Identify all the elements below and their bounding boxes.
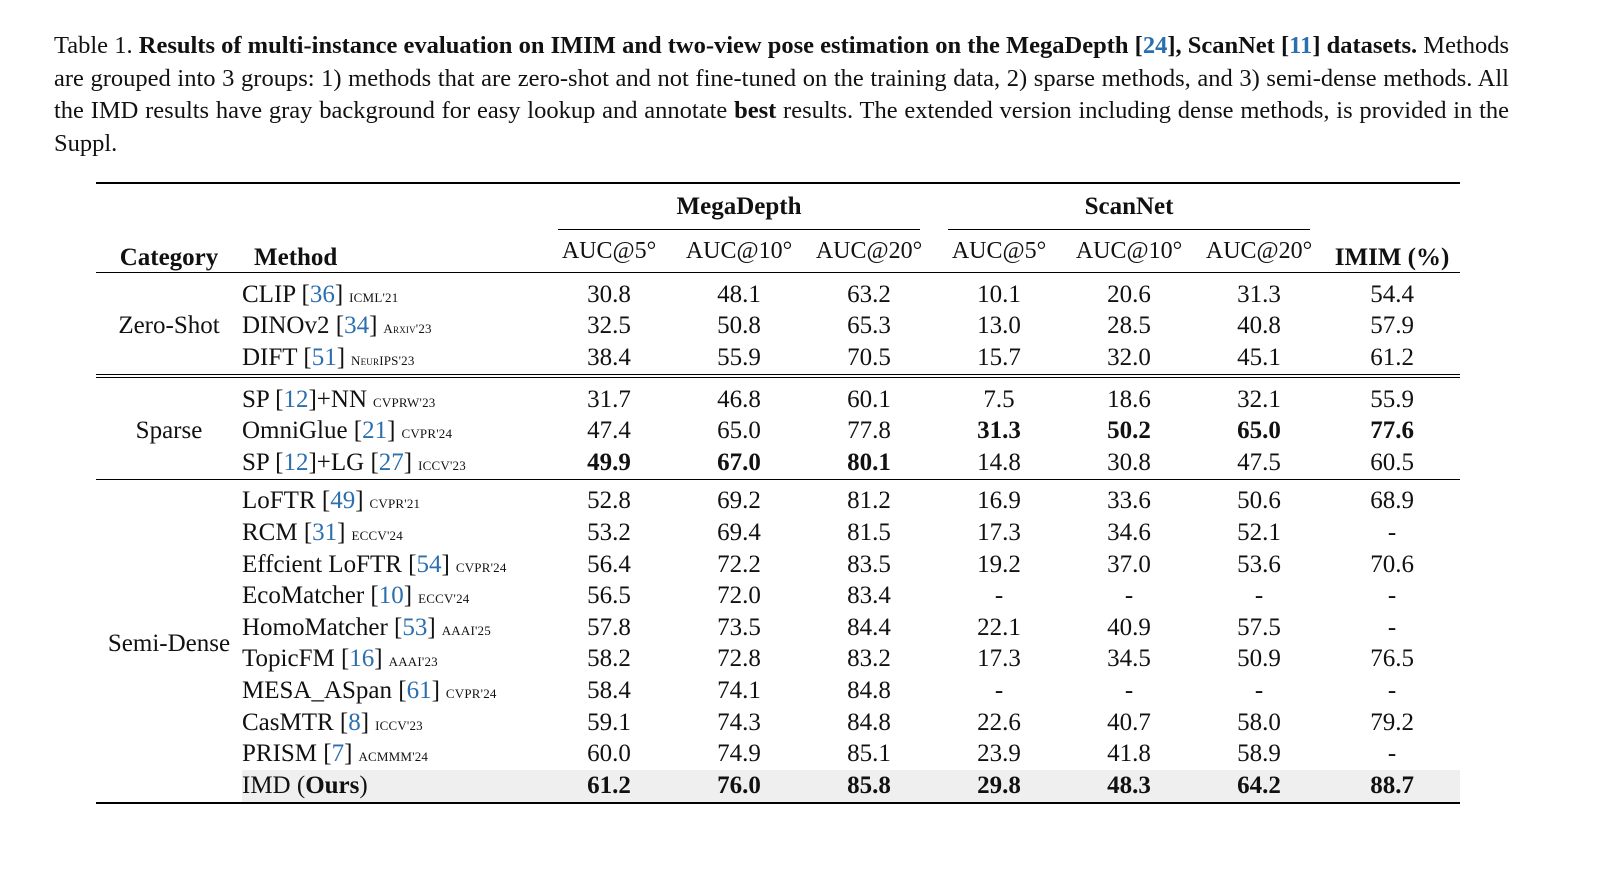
cite-link[interactable]: 53	[402, 613, 428, 641]
value-cell-md5: 59.1	[587, 708, 631, 736]
value-cell-sn10: 34.6	[1107, 518, 1151, 546]
value-cell-md5: 56.4	[587, 550, 631, 578]
header-md-auc20: AUC@20°	[815, 237, 923, 264]
value-cell-sn5: 31.3	[977, 417, 1021, 445]
value-cell-sn20: 58.9	[1237, 740, 1281, 768]
cite-link[interactable]: 31	[312, 518, 338, 546]
header-md-auc5: AUC@5°	[561, 237, 657, 264]
header-imim: IMIM (%)	[1324, 183, 1460, 273]
value-cell-md10: 72.8	[717, 645, 761, 673]
value-cell-imim: 79.2	[1370, 708, 1414, 736]
method-bracket: ]	[403, 582, 413, 610]
value-cell-imim: -	[1387, 613, 1397, 641]
value-cell-sn10: 20.6	[1107, 280, 1151, 308]
value-cell-md20: 65.3	[847, 312, 891, 340]
cite-link[interactable]: 16	[349, 645, 375, 673]
method-cell	[242, 549, 544, 581]
method-name: MESA_ASpan [	[242, 676, 407, 704]
cite-link[interactable]: 27	[378, 448, 404, 476]
value-cell-imim: -	[1387, 582, 1397, 610]
venue-label: ICCV'23	[418, 457, 466, 473]
method-cell	[242, 311, 544, 343]
table-row	[96, 580, 1460, 612]
value-cell-md5: 52.8	[587, 487, 631, 515]
value-cell-md10: 65.0	[717, 417, 761, 445]
value-cell-sn20: -	[1254, 676, 1264, 704]
method-cell	[242, 273, 544, 311]
value-cell-md10: 46.8	[717, 385, 761, 413]
venue-label: ECCV'24	[418, 591, 470, 607]
value-cell-md5: 38.4	[587, 343, 631, 371]
value-cell-imim: 55.9	[1370, 385, 1414, 413]
table-row	[96, 311, 1460, 343]
value-cell-sn5: 17.3	[977, 645, 1021, 673]
method-name: PRISM [	[242, 740, 332, 768]
value-cell-sn10: 40.7	[1107, 708, 1151, 736]
value-cell-md5: 58.2	[587, 645, 631, 673]
value-cell-sn20: 45.1	[1237, 343, 1281, 371]
table-row	[96, 738, 1460, 770]
value-cell-sn10: 33.6	[1107, 487, 1151, 515]
caption-label: Table 1.	[54, 32, 133, 59]
venue-label: CVPR'24	[455, 559, 507, 575]
value-cell-sn5: 14.8	[977, 448, 1021, 476]
method-name: IMD (	[242, 771, 306, 799]
value-cell-sn20: 50.9	[1237, 645, 1281, 673]
method-cell	[242, 738, 544, 770]
value-cell-sn20: 50.6	[1237, 487, 1281, 515]
value-cell-sn10: 30.8	[1107, 448, 1151, 476]
value-cell-md10: 48.1	[717, 280, 761, 308]
header-scannet: ScanNet	[934, 183, 1324, 230]
method-cell	[242, 612, 544, 644]
table-row	[96, 342, 1460, 376]
method-name: RCM [	[242, 518, 313, 546]
value-cell-md20: 80.1	[847, 448, 891, 476]
value-cell-md20: 81.5	[847, 518, 891, 546]
value-cell-sn5: -	[994, 676, 1004, 704]
venue-label: Arxiv'23	[383, 321, 432, 337]
value-cell-md20: 81.2	[847, 487, 891, 515]
method-bracket: ]	[403, 448, 413, 476]
value-cell-sn10: 32.0	[1107, 343, 1151, 371]
value-cell-sn20: 65.0	[1237, 417, 1281, 445]
value-cell-imim: 54.4	[1370, 280, 1414, 308]
value-cell-sn20: 64.2	[1194, 770, 1324, 803]
value-cell-md10: 55.9	[717, 343, 761, 371]
method-name: SP [	[242, 448, 284, 476]
ours-label: Ours	[305, 771, 360, 799]
value-cell-sn20: 57.5	[1237, 613, 1281, 641]
value-cell-sn5: 10.1	[977, 280, 1021, 308]
value-cell-md20: 83.2	[847, 645, 891, 673]
value-cell-sn5: 22.6	[977, 708, 1021, 736]
method-name: HomoMatcher [	[242, 613, 403, 641]
header-sn-auc5: AUC@5°	[951, 237, 1047, 264]
header-category: Category	[96, 183, 242, 273]
value-cell-md10: 76.0	[674, 770, 804, 803]
method-cell	[242, 580, 544, 612]
value-cell-sn5: 23.9	[977, 740, 1021, 768]
method-bracket: ]	[431, 676, 440, 704]
header-megadepth: MegaDepth	[544, 183, 934, 230]
value-cell-md20: 83.5	[847, 550, 891, 578]
value-cell-imim: -	[1387, 518, 1397, 546]
value-cell-md20: 84.8	[847, 708, 891, 736]
value-cell-md10: 74.1	[717, 676, 761, 704]
value-cell-sn10: 50.2	[1107, 417, 1151, 445]
method-name: DINOv2 [	[242, 312, 345, 340]
cite-link[interactable]: 7	[331, 740, 345, 768]
value-cell-md20: 84.8	[847, 676, 891, 704]
table-row	[96, 675, 1460, 707]
value-cell-md5: 31.7	[587, 385, 631, 413]
value-cell-sn10: 28.5	[1107, 312, 1151, 340]
method-bracket: ]+NN	[308, 385, 368, 413]
method-bracket: ]	[334, 280, 344, 308]
venue-label: CVPR'24	[445, 685, 497, 701]
results-table	[96, 182, 1460, 804]
venue-label: CVPR'21	[369, 496, 421, 512]
value-cell-md20: 85.1	[847, 740, 891, 768]
value-cell-imim: 57.9	[1370, 312, 1414, 340]
method-cell	[242, 447, 544, 479]
cite-link[interactable]: 61	[406, 676, 432, 704]
method-bracket: ]+LG	[308, 448, 365, 476]
value-cell-imim: -	[1387, 676, 1397, 704]
value-cell-md5: 58.4	[587, 676, 631, 704]
caption-text: Methods are grouped into 3 groups: 1) methods that are zero-shot and not fine-tuned on the training data, 2) sparse methods, and 3) semi-dense methods. All the IMD results have gray background for easy lookup and annotate	[54, 32, 1510, 124]
method-name: OmniGlue [	[242, 417, 363, 445]
value-cell-sn10: 48.3	[1064, 770, 1194, 803]
table-row	[96, 447, 1460, 479]
cite-link[interactable]: 49	[330, 487, 356, 515]
value-cell-md5: 49.9	[587, 448, 631, 476]
value-cell-imim: 61.2	[1370, 343, 1414, 371]
method-bracket: ]	[355, 487, 364, 515]
value-cell-sn5: 29.8	[934, 770, 1064, 803]
cite-link[interactable]: 10	[378, 582, 404, 610]
method-name: CLIP [	[242, 280, 310, 308]
category-cell: Zero-Shot	[118, 312, 220, 340]
method-bracket: ]	[369, 312, 378, 340]
header-sn-auc10: AUC@10°	[1075, 237, 1183, 264]
method-cell	[242, 770, 544, 803]
venue-label: ICML'21	[349, 289, 399, 305]
value-cell-sn5: 16.9	[977, 487, 1021, 515]
cite-link[interactable]: 24	[1142, 32, 1168, 59]
value-cell-sn20: -	[1254, 582, 1264, 610]
table-row	[96, 644, 1460, 676]
value-cell-md5: 60.0	[587, 740, 631, 768]
value-cell-sn20: 31.3	[1237, 280, 1281, 308]
method-cell	[242, 644, 544, 676]
value-cell-md10: 72.0	[717, 582, 761, 610]
method-cell	[242, 675, 544, 707]
value-cell-sn20: 47.5	[1237, 448, 1281, 476]
value-cell-md20: 85.8	[804, 770, 934, 803]
method-name: DIFT [	[242, 343, 312, 371]
value-cell-md5: 30.8	[587, 280, 631, 308]
venue-label: ACMMM'24	[358, 749, 429, 765]
value-cell-sn5: -	[994, 582, 1004, 610]
method-bracket: ]	[344, 740, 353, 768]
value-cell-imim: 88.7	[1324, 770, 1460, 803]
value-cell-md10: 74.3	[717, 708, 761, 736]
method-bracket: ]	[374, 645, 383, 673]
value-cell-sn20: 53.6	[1237, 550, 1281, 578]
category-cell: Sparse	[135, 417, 203, 445]
venue-label: NeurIPS'23	[351, 352, 415, 368]
value-cell-imim: -	[1387, 740, 1397, 768]
cite-link[interactable]: 36	[309, 280, 335, 308]
value-cell-md20: 60.1	[847, 385, 891, 413]
venue-label: AAAI'25	[441, 622, 491, 638]
value-cell-sn10: -	[1124, 582, 1134, 610]
value-cell-md20: 70.5	[847, 343, 891, 371]
value-cell-md20: 77.8	[847, 417, 891, 445]
value-cell-md10: 69.4	[717, 518, 761, 546]
value-cell-md10: 50.8	[717, 312, 761, 340]
value-cell-sn5: 7.5	[983, 385, 1015, 413]
table-row	[96, 517, 1460, 549]
method-bracket: ]	[441, 550, 450, 578]
method-cell	[242, 342, 544, 376]
value-cell-md5: 56.5	[587, 582, 631, 610]
value-cell-md10: 67.0	[717, 448, 761, 476]
value-cell-md10: 72.2	[717, 550, 761, 578]
value-cell-imim: 77.6	[1370, 417, 1414, 445]
value-cell-md20: 84.4	[847, 613, 891, 641]
method-cell	[242, 517, 544, 549]
value-cell-md5: 47.4	[587, 417, 631, 445]
method-bracket: [	[364, 448, 379, 476]
value-cell-imim: 70.6	[1370, 550, 1414, 578]
method-bracket: ]	[337, 518, 346, 546]
value-cell-sn20: 58.0	[1237, 708, 1281, 736]
method-bracket: ]	[427, 613, 436, 641]
value-cell-sn20: 52.1	[1237, 518, 1281, 546]
cite-link[interactable]: 12	[283, 448, 309, 476]
method-bracket: ]	[360, 708, 370, 736]
method-name: SP [	[242, 385, 284, 413]
value-cell-sn10: 34.5	[1107, 645, 1151, 673]
method-name: EcoMatcher [	[242, 582, 379, 610]
table-row	[96, 376, 1460, 416]
cite-link[interactable]: 21	[362, 417, 388, 445]
value-cell-imim: 76.5	[1370, 645, 1414, 673]
venue-label: CVPRW'23	[373, 394, 436, 410]
venue-label: AAAI'23	[388, 654, 438, 670]
value-cell-md5: 53.2	[587, 518, 631, 546]
value-cell-sn10: 37.0	[1107, 550, 1151, 578]
value-cell-sn5: 19.2	[977, 550, 1021, 578]
method-name: TopicFM [	[242, 645, 350, 673]
value-cell-sn20: 40.8	[1237, 312, 1281, 340]
table-row	[96, 415, 1460, 447]
value-cell-md10: 74.9	[717, 740, 761, 768]
value-cell-md20: 63.2	[847, 280, 891, 308]
value-cell-md10: 69.2	[717, 487, 761, 515]
caption-title: Results of multi-instance evaluation on IMIM and two-view pose estimation on the MegaDepth [24], ScanNet [11] datasets.	[138, 32, 1418, 59]
value-cell-sn10: -	[1124, 676, 1134, 704]
method-paren: )	[359, 771, 368, 799]
value-cell-sn5: 17.3	[977, 518, 1021, 546]
method-cell	[242, 707, 544, 739]
venue-label: CVPR'24	[401, 426, 453, 442]
method-name: Effcient LoFTR [	[242, 550, 417, 578]
value-cell-md5: 57.8	[587, 613, 631, 641]
caption-best-word: best	[734, 97, 777, 124]
value-cell-sn20: 32.1	[1237, 385, 1281, 413]
value-cell-sn10: 18.6	[1107, 385, 1151, 413]
value-cell-sn5: 22.1	[977, 613, 1021, 641]
cite-link[interactable]: 12	[283, 385, 309, 413]
value-cell-sn10: 40.9	[1107, 613, 1151, 641]
cite-link[interactable]: 54	[416, 550, 442, 578]
table-row	[96, 612, 1460, 644]
header-md-auc10: AUC@10°	[685, 237, 793, 264]
method-bracket: ]	[336, 343, 346, 371]
cite-link[interactable]: 34	[344, 312, 370, 340]
cite-link[interactable]: 8	[348, 708, 361, 736]
table-row	[96, 549, 1460, 581]
venue-label: ECCV'24	[351, 527, 403, 543]
table-row	[96, 273, 1460, 311]
value-cell-md10: 73.5	[717, 613, 761, 641]
caption-text-end: results. The extended version including dense methods, is provided in the Suppl.	[54, 97, 1510, 157]
value-cell-md20: 83.4	[847, 582, 891, 610]
value-cell-imim: 68.9	[1370, 487, 1414, 515]
category-cell: Semi-Dense	[107, 629, 231, 657]
header-method: Method	[242, 183, 544, 273]
value-cell-sn10: 41.8	[1107, 740, 1151, 768]
table-row	[96, 770, 1460, 803]
value-cell-sn5: 15.7	[977, 343, 1021, 371]
value-cell-sn5: 13.0	[977, 312, 1021, 340]
method-cell	[242, 479, 544, 517]
method-cell	[242, 376, 544, 416]
table-row	[96, 479, 1460, 517]
method-name: CasMTR [	[242, 708, 349, 736]
method-bracket: ]	[387, 417, 396, 445]
header-sn-auc20: AUC@20°	[1205, 237, 1313, 264]
value-cell-imim: 60.5	[1370, 448, 1414, 476]
method-name: LoFTR [	[242, 487, 331, 515]
value-cell-md5: 32.5	[587, 312, 631, 340]
method-cell	[242, 415, 544, 447]
cite-link[interactable]: 11	[1289, 32, 1313, 59]
venue-label: ICCV'23	[375, 717, 423, 733]
table-caption	[54, 30, 1509, 160]
table-row	[96, 707, 1460, 739]
value-cell-md5: 61.2	[544, 770, 674, 803]
cite-link[interactable]: 51	[311, 343, 337, 371]
